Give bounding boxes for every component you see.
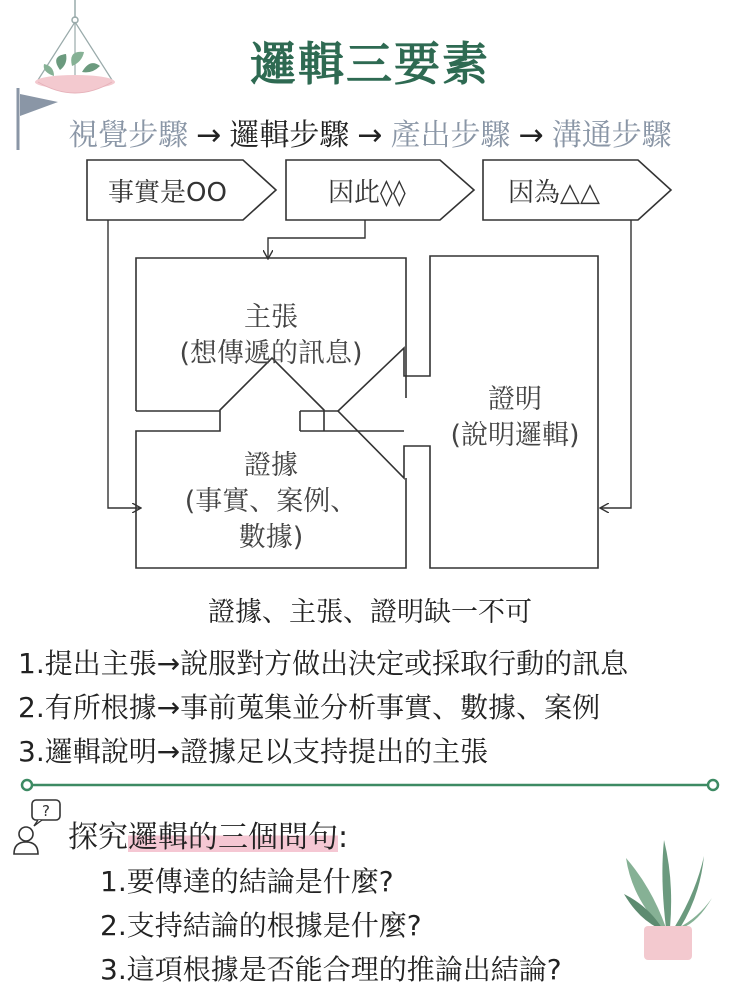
diagram-caption: 證據、主張、證明缺一不可	[208, 597, 532, 628]
potted-plant-icon	[618, 836, 718, 962]
step-communication: 溝通步驟	[551, 118, 672, 153]
section-divider	[20, 778, 720, 792]
question-item: 2.支持結論的根據是什麼?	[100, 909, 422, 942]
question-heading-prefix: 探究	[68, 820, 128, 855]
person-question-icon	[10, 796, 66, 858]
point-item: 2.有所根據→事前蒐集並分析事實、數據、案例	[18, 691, 601, 724]
proof-subtitle: (說明邏輯)	[450, 420, 580, 451]
step-output: 產出步驟	[390, 118, 511, 153]
question-heading-suffix: :	[338, 820, 349, 855]
evidence-text	[146, 448, 396, 556]
page-title: 邏輯三要素	[250, 37, 490, 91]
evidence-title: 證據	[244, 450, 298, 481]
evidence-subtitle-2: 數據)	[238, 522, 304, 553]
claim-title: 主張	[244, 302, 298, 333]
claim-subtitle: (想傳遞的訊息)	[179, 338, 363, 369]
question-mark: ?	[42, 802, 50, 820]
pill-therefore-label: 因此◊◊	[328, 178, 406, 208]
step-arrow: →	[518, 118, 544, 153]
proof-text	[432, 382, 598, 454]
point-item: 1.提出主張→說服對方做出決定或採取行動的訊息	[18, 647, 629, 680]
claim-text	[146, 300, 396, 372]
step-logic: 邏輯步驟	[229, 118, 350, 153]
pill-because-label: 因為△△	[508, 178, 600, 208]
question-heading-highlight: 邏輯的三個問句	[128, 820, 338, 855]
step-arrow: →	[357, 118, 383, 153]
connector-therefore-claim	[268, 220, 365, 258]
proof-title: 證明	[488, 384, 542, 415]
pill-fact-label: 事實是OO	[108, 178, 227, 208]
connector-because-proof	[601, 220, 631, 508]
step-arrow: →	[196, 118, 222, 153]
question-item: 1.要傳達的結論是什麼?	[100, 865, 394, 898]
evidence-subtitle-1: (事實、案例、	[184, 486, 358, 517]
question-heading	[68, 812, 348, 856]
question-item: 3.這項根據是否能合理的推論出結論?	[100, 953, 562, 986]
point-item: 3.邏輯說明→證據足以支持提出的主張	[18, 735, 489, 768]
step-visual: 視覺步驟	[68, 118, 189, 153]
